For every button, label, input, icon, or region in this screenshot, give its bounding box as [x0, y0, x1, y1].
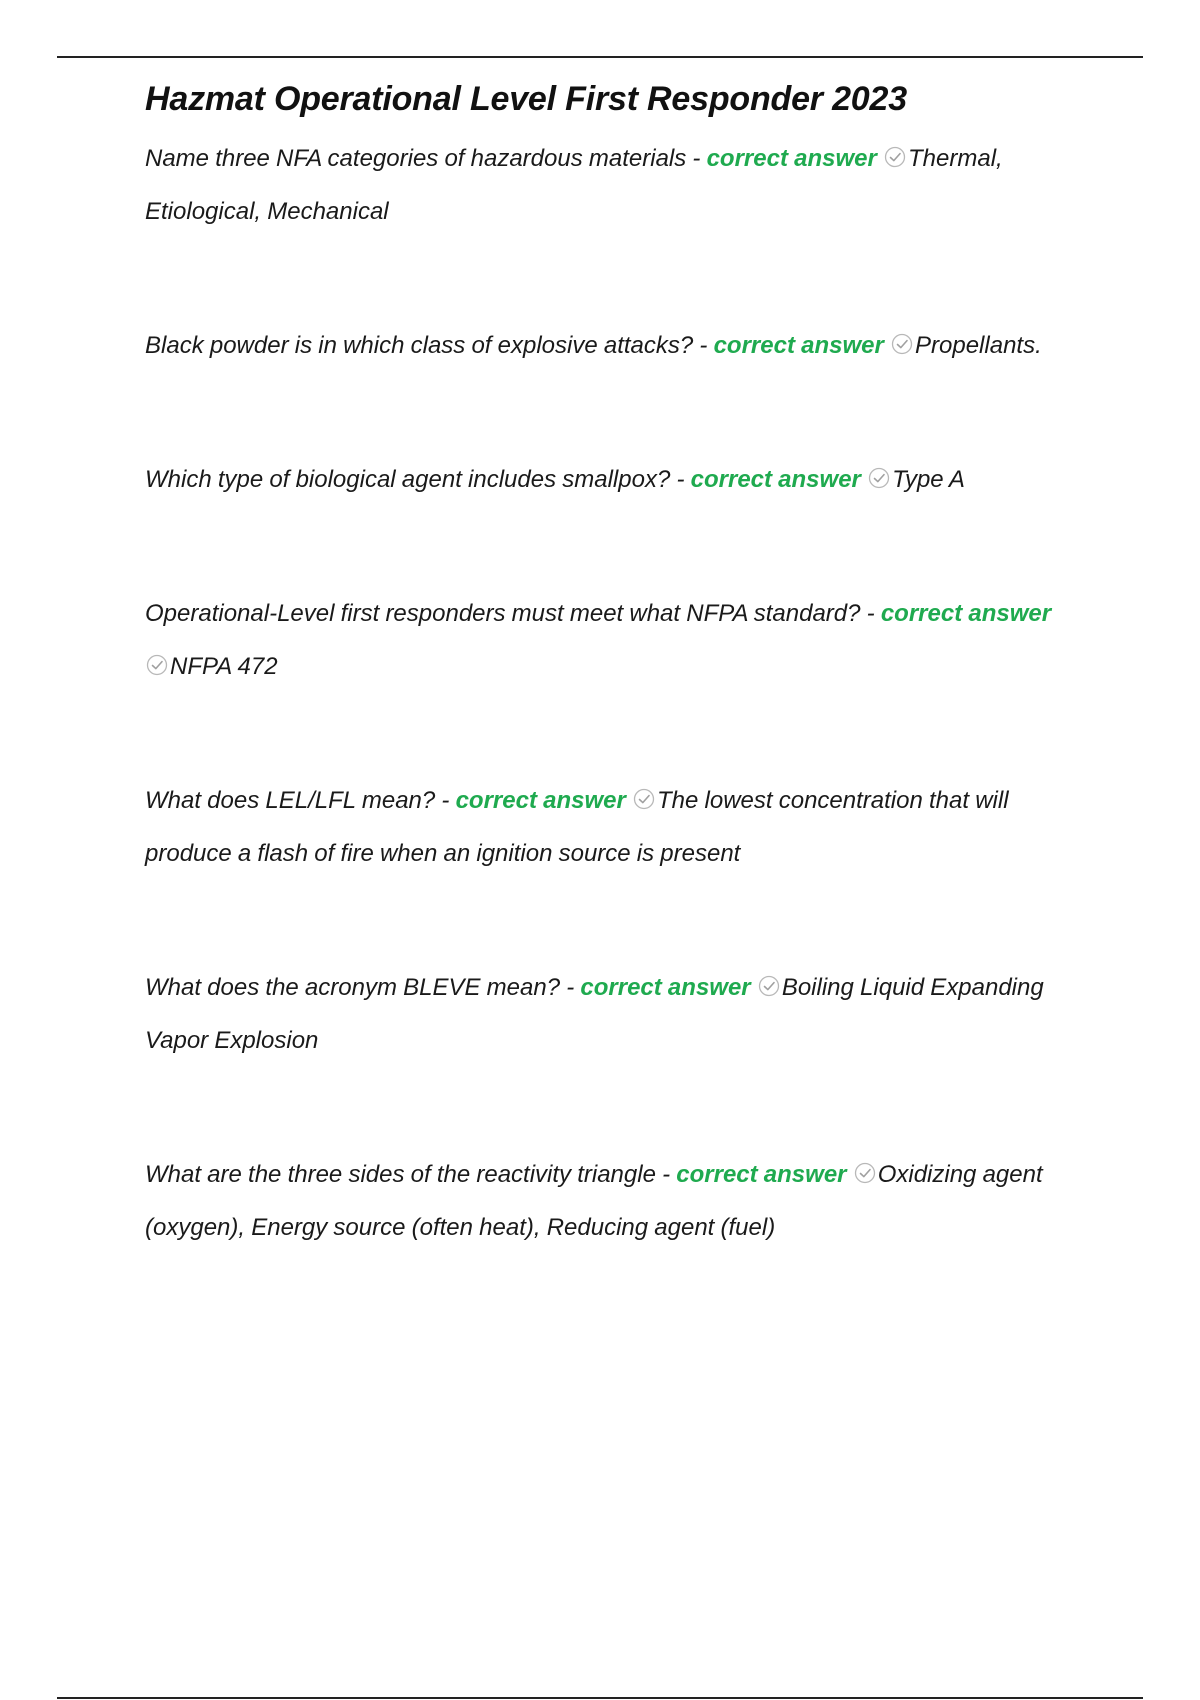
document-title: Hazmat Operational Level First Responder 2023	[145, 80, 907, 118]
answer-text: NFPA 472	[170, 653, 278, 680]
separator: -	[686, 145, 707, 172]
top-rule	[57, 56, 1143, 58]
answer-label: correct answer	[706, 145, 877, 172]
check-badge-icon	[853, 1151, 877, 1175]
check-badge-icon	[757, 964, 781, 988]
separator: -	[860, 600, 881, 627]
check-badge-icon	[632, 777, 656, 801]
separator: -	[670, 466, 691, 493]
qa-item	[145, 453, 1075, 506]
check-badge-icon	[883, 135, 907, 159]
question-text: What are the three sides of the reactivity triangle	[145, 1161, 656, 1188]
document-body	[145, 70, 1075, 1335]
answer-label: correct answer	[676, 1161, 847, 1188]
bottom-rule	[57, 1697, 1143, 1699]
qa-item	[145, 587, 1075, 693]
question-text: What does the acronym BLEVE mean?	[145, 974, 561, 1001]
qa-list	[145, 132, 1075, 1254]
answer-label: correct answer	[455, 787, 626, 814]
question-text: What does LEL/LFL mean?	[145, 787, 436, 814]
question-text: Name three NFA categories of hazardous materials	[145, 145, 687, 172]
answer-text: Thermal, Etiological, Mechanical	[145, 145, 1003, 225]
answer-text: Propellants.	[915, 332, 1042, 359]
qa-item	[145, 319, 1075, 372]
answer-text: Boiling Liquid Expanding Vapor Explosion	[145, 974, 1044, 1054]
qa-item	[145, 132, 1075, 238]
answer-text: The lowest concentration that will produce a flash of fire when an ignition source is present	[145, 787, 1009, 867]
separator: -	[693, 332, 714, 359]
separator: -	[655, 1161, 677, 1188]
check-badge-icon	[867, 456, 891, 480]
answer-text: Type A	[892, 466, 965, 493]
answer-label: correct answer	[580, 974, 751, 1001]
separator: -	[560, 974, 581, 1001]
question-text: Black powder is in which class of explosive attacks?	[145, 332, 694, 359]
answer-text: Oxidizing agent (oxygen), Energy source (often heat), Reducing agent (fuel)	[145, 1161, 1043, 1241]
qa-item	[145, 961, 1075, 1067]
separator: -	[435, 787, 456, 814]
answer-label: correct answer	[690, 466, 861, 493]
question-text: Operational-Level first responders must meet what NFPA standard?	[145, 600, 861, 627]
qa-item	[145, 1148, 1075, 1254]
question-text: Which type of biological agent includes smallpox?	[145, 466, 671, 493]
check-badge-icon	[145, 643, 169, 667]
qa-item	[145, 774, 1075, 880]
answer-label: correct answer	[713, 332, 884, 359]
answer-label: correct answer	[880, 600, 1052, 627]
check-badge-icon	[890, 322, 914, 346]
